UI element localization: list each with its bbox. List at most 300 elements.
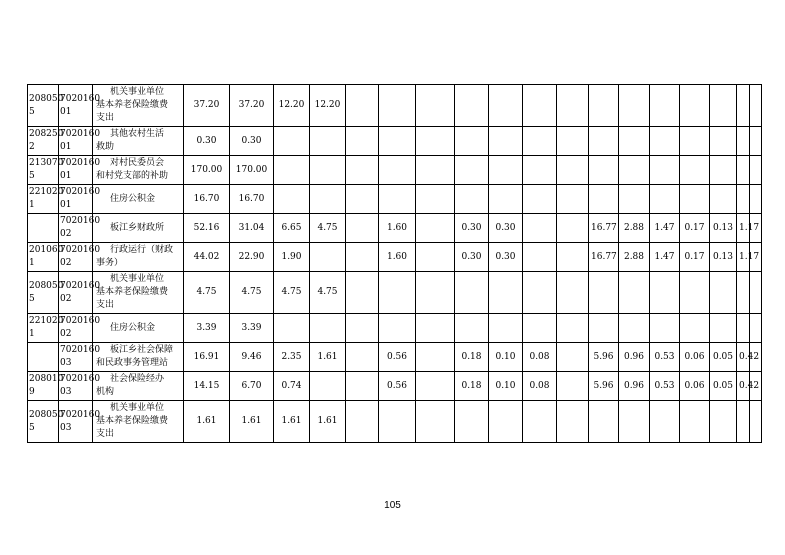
value-cell: 0.30 [489,243,523,272]
function-code-cell [28,372,64,401]
value-cell [274,127,310,156]
item-name-cell [93,243,184,272]
value-cell [455,272,489,314]
function-code-cell [28,343,59,372]
value-cell: 1.61 [310,343,346,372]
unit-code-cell-line: 01 [60,171,72,181]
value-cell: 12.20 [310,85,346,127]
value-cell [310,127,346,156]
value-cell: 16.70 [230,185,274,214]
value-cell [523,127,557,156]
function-code-cell [28,401,64,443]
item-name-line: 支出 [96,300,115,310]
value-cell: 0.30 [455,243,489,272]
value-cell [650,314,680,343]
value-cell [619,401,650,443]
value-cell [557,372,589,401]
value-cell [557,214,589,243]
unit-code-cell-line: 03 [60,387,72,397]
function-code-cell [28,314,64,343]
table-row [28,314,762,343]
item-name-line: 救助 [96,142,115,152]
value-cell [310,243,346,272]
unit-code-cell [59,127,101,156]
value-cell: 0.96 [619,372,650,401]
value-cell [416,243,455,272]
value-cell [557,401,589,443]
value-cell: 0.17 [680,214,710,243]
value-cell: 4.75 [310,214,346,243]
value-cell [557,127,589,156]
item-name-line: 事务） [96,258,124,268]
value-cell [737,314,750,343]
value-cell: 31.04 [230,214,274,243]
item-name-line: 住房公积金 [110,193,156,204]
function-code-cell [28,272,64,314]
value-cell: 4.75 [310,272,346,314]
value-cell: 0.56 [379,372,416,401]
value-cell [379,127,416,156]
value-cell [379,185,416,214]
value-cell [416,272,455,314]
value-cell: 16.77 [589,243,619,272]
item-name-cell [93,401,184,443]
value-cell: 2.88 [619,243,650,272]
value-cell [416,185,455,214]
unit-code-cell-line: 02 [60,229,72,239]
unit-code-cell [59,185,101,214]
item-name-line: 对村民委员会 [110,158,165,168]
value-cell [416,127,455,156]
value-cell [346,272,379,314]
item-name-line: 住房公积金 [110,322,156,333]
value-cell: 3.39 [184,314,230,343]
function-code-cell [28,156,64,185]
value-cell: 1.61 [274,401,310,443]
table-row [28,85,762,127]
value-cell: 44.02 [184,243,230,272]
value-cell [310,372,346,401]
value-cell: 1.60 [379,243,416,272]
unit-code-cell-line: 03 [60,358,72,368]
function-code-cell [28,127,64,156]
value-cell [589,185,619,214]
value-cell [650,401,680,443]
function-code-cell-line: 2 [29,142,35,152]
value-cell [589,85,619,127]
function-code-cell-line: 1 [29,200,35,210]
value-cell [416,214,455,243]
value-cell [557,243,589,272]
unit-code-cell-line: 7020160 [60,409,101,420]
value-cell [749,401,762,443]
value-cell [589,127,619,156]
value-cell: 1.17 [737,243,750,272]
function-code-cell-line: 208250 [29,129,64,139]
value-cell: 16.70 [184,185,230,214]
value-cell [737,127,750,156]
item-name-line: 机关事业单位 [110,403,165,413]
function-code-cell-line: 5 [29,106,35,117]
value-cell [346,127,379,156]
value-cell [310,314,346,343]
value-cell: 0.42 [737,372,750,401]
value-cell [416,343,455,372]
value-cell [346,314,379,343]
table-row [28,272,762,314]
item-name-cell [93,127,184,156]
unit-code-cell-line: 01 [60,106,72,117]
value-cell: 4.75 [274,272,310,314]
value-cell [379,85,416,127]
value-cell [737,185,750,214]
function-code-cell-line: 1 [29,329,35,339]
value-cell [346,185,379,214]
function-code-cell [28,214,59,243]
value-cell [737,401,750,443]
value-cell: 0.74 [274,372,310,401]
value-cell [589,401,619,443]
value-cell [416,156,455,185]
value-cell [650,127,680,156]
value-cell: 170.00 [184,156,230,185]
value-cell: 1.61 [310,401,346,443]
unit-code-cell-line: 7020160 [60,374,101,384]
value-cell [680,156,710,185]
value-cell: 0.06 [680,343,710,372]
value-cell [489,185,523,214]
value-cell [749,314,762,343]
value-cell: 1.17 [737,214,750,243]
value-cell [310,156,346,185]
value-cell: 0.06 [680,372,710,401]
table-row [28,127,762,156]
unit-code-cell-line: 7020160 [60,129,101,139]
value-cell [737,85,750,127]
value-cell: 0.13 [710,214,737,243]
unit-code-cell-line: 7020160 [60,245,101,255]
value-cell [749,85,762,127]
item-name-line: 机关事业单位 [110,274,165,284]
value-cell [557,85,589,127]
item-name-cell [93,272,184,314]
value-cell [680,127,710,156]
value-cell [737,272,750,314]
table-row [28,185,762,214]
value-cell [416,85,455,127]
value-cell [523,314,557,343]
value-cell [589,156,619,185]
value-cell [650,185,680,214]
value-cell: 0.17 [680,243,710,272]
value-cell [455,314,489,343]
function-code-cell-line: 5 [29,293,35,304]
unit-code-cell [59,372,101,401]
value-cell: 0.42 [737,343,750,372]
function-code-cell-line: 213070 [29,158,64,168]
value-cell [557,343,589,372]
value-cell [650,156,680,185]
value-cell: 2.88 [619,214,650,243]
value-cell [650,85,680,127]
value-cell: 9.46 [230,343,274,372]
value-cell: 12.20 [274,85,310,127]
item-name-line: 支出 [96,429,115,439]
value-cell [523,156,557,185]
value-cell: 37.20 [184,85,230,127]
function-code-cell-line: 5 [29,422,35,433]
value-cell [455,401,489,443]
value-cell: 1.47 [650,243,680,272]
value-cell [489,127,523,156]
value-cell [710,314,737,343]
value-cell [710,127,737,156]
value-cell [379,314,416,343]
unit-code-cell [59,401,101,443]
value-cell: 0.13 [710,243,737,272]
unit-code-cell-line: 7020160 [60,316,101,326]
value-cell [619,314,650,343]
value-cell: 14.15 [184,372,230,401]
item-name-line: 基本养老保险缴费 [96,416,169,426]
value-cell: 0.08 [523,343,557,372]
value-cell: 0.18 [455,372,489,401]
value-cell [710,85,737,127]
item-name-line: 机构 [96,387,115,397]
value-cell [619,185,650,214]
function-code-cell-line: 208010 [29,374,64,384]
value-cell [650,272,680,314]
function-code-cell-line: 221020 [29,187,64,197]
value-cell: 0.30 [489,214,523,243]
value-cell [523,85,557,127]
value-cell [489,401,523,443]
unit-code-cell-line: 7020160 [60,93,101,104]
value-cell: 5.96 [589,372,619,401]
value-cell: 6.65 [274,214,310,243]
value-cell [557,272,589,314]
value-cell [489,314,523,343]
value-cell [455,156,489,185]
value-cell: 52.16 [184,214,230,243]
value-cell [489,156,523,185]
function-code-cell [28,85,64,127]
value-cell: 0.05 [710,372,737,401]
value-cell [523,243,557,272]
item-name-cell [93,156,184,185]
value-cell [274,156,310,185]
value-cell [489,85,523,127]
function-code-cell-line: 5 [29,171,35,181]
value-cell [310,185,346,214]
value-cell: 37.20 [230,85,274,127]
item-name-line: 社会保险经办 [110,374,165,384]
item-name-cell [93,314,184,343]
value-cell: 0.08 [523,372,557,401]
value-cell [619,272,650,314]
item-name-line: 基本养老保险缴费 [96,287,169,297]
table-row [28,214,762,243]
value-cell [710,156,737,185]
value-cell: 3.39 [230,314,274,343]
table-row [28,343,762,372]
value-cell [379,401,416,443]
value-cell [346,372,379,401]
value-cell: 1.60 [379,214,416,243]
function-code-cell-line: 208050 [29,93,64,104]
value-cell [710,272,737,314]
function-code-cell-line: 208050 [29,280,64,291]
table-row [28,243,762,272]
unit-code-cell-line: 01 [60,142,72,152]
item-name-line: 其他农村生活 [110,129,165,139]
value-cell [455,127,489,156]
item-name-line: 板江乡财政所 [110,222,165,233]
value-cell [710,401,737,443]
value-cell: 0.96 [619,343,650,372]
value-cell [557,185,589,214]
value-cell [680,314,710,343]
value-cell: 4.75 [184,272,230,314]
value-cell [749,272,762,314]
value-cell: 5.96 [589,343,619,372]
item-name-cell [93,185,184,214]
unit-code-cell [59,272,101,314]
unit-code-cell [59,156,101,185]
value-cell [274,314,310,343]
value-cell: 0.53 [650,372,680,401]
value-cell [749,127,762,156]
value-cell [346,156,379,185]
item-name-line: 和村党支部的补助 [96,171,169,181]
item-name-line: 机关事业单位 [110,87,165,97]
unit-code-cell-line: 03 [60,422,72,433]
value-cell [455,185,489,214]
value-cell [589,272,619,314]
item-name-cell [93,85,184,127]
value-cell [619,156,650,185]
function-code-cell-line: 201060 [29,245,64,255]
value-cell: 0.53 [650,343,680,372]
value-cell: 0.30 [455,214,489,243]
function-code-cell-line: 1 [29,258,35,268]
unit-code-cell [59,214,101,243]
value-cell [379,272,416,314]
item-name-line: 基本养老保险缴费 [96,100,169,110]
unit-code-cell-line: 7020160 [60,158,101,168]
value-cell [680,401,710,443]
value-cell [346,85,379,127]
value-cell [346,343,379,372]
value-cell: 16.77 [589,214,619,243]
page-number: 105 [384,500,401,511]
unit-code-cell-line: 02 [60,329,72,339]
value-cell: 2.35 [274,343,310,372]
table-row [28,156,762,185]
unit-code-cell-line: 7020160 [60,187,101,197]
value-cell: 4.75 [230,272,274,314]
unit-code-cell-line: 02 [60,258,72,268]
item-name-line: 行政运行（财政 [110,245,174,255]
item-name-cell [93,214,184,243]
table-row [28,401,762,443]
value-cell [346,401,379,443]
function-code-cell-line: 208050 [29,409,64,420]
item-name-cell [93,372,184,401]
value-cell: 0.56 [379,343,416,372]
value-cell [416,401,455,443]
value-cell [274,185,310,214]
value-cell [589,314,619,343]
unit-code-cell-line: 7020160 [60,216,101,226]
value-cell [680,185,710,214]
value-cell [346,214,379,243]
function-code-cell-line: 9 [29,387,35,397]
item-name-line: 支出 [96,113,115,123]
value-cell: 1.61 [184,401,230,443]
value-cell: 22.90 [230,243,274,272]
unit-code-cell [59,85,101,127]
function-code-cell-line: 221020 [29,316,64,326]
value-cell [416,372,455,401]
unit-code-cell-line: 7020160 [60,280,101,291]
function-code-cell [28,243,64,272]
value-cell [346,243,379,272]
value-cell: 0.30 [230,127,274,156]
value-cell [379,156,416,185]
value-cell: 0.18 [455,343,489,372]
value-cell: 0.10 [489,372,523,401]
value-cell: 1.90 [274,243,310,272]
value-cell [619,127,650,156]
value-cell [737,156,750,185]
value-cell: 0.05 [710,343,737,372]
value-cell: 1.47 [650,214,680,243]
item-name-line: 和民政事务管理站 [96,358,169,368]
function-code-cell [28,185,64,214]
value-cell [680,272,710,314]
unit-code-cell [59,314,101,343]
item-name-line: 板江乡社会保障 [110,345,174,355]
value-cell [710,185,737,214]
value-cell: 1.61 [230,401,274,443]
value-cell [557,314,589,343]
value-cell [416,314,455,343]
item-name-cell [93,343,184,372]
value-cell [749,185,762,214]
value-cell [557,156,589,185]
unit-code-cell [59,343,101,372]
value-cell [523,401,557,443]
value-cell: 16.91 [184,343,230,372]
value-cell [619,85,650,127]
unit-code-cell-line: 7020160 [60,345,101,355]
budget-table [27,84,762,443]
unit-code-cell [59,243,101,272]
value-cell [523,272,557,314]
value-cell [749,156,762,185]
value-cell [523,185,557,214]
value-cell [455,85,489,127]
value-cell [523,214,557,243]
value-cell [680,85,710,127]
unit-code-cell-line: 02 [60,293,72,304]
value-cell [489,272,523,314]
value-cell: 6.70 [230,372,274,401]
table-row [28,372,762,401]
value-cell: 0.30 [184,127,230,156]
value-cell: 0.10 [489,343,523,372]
